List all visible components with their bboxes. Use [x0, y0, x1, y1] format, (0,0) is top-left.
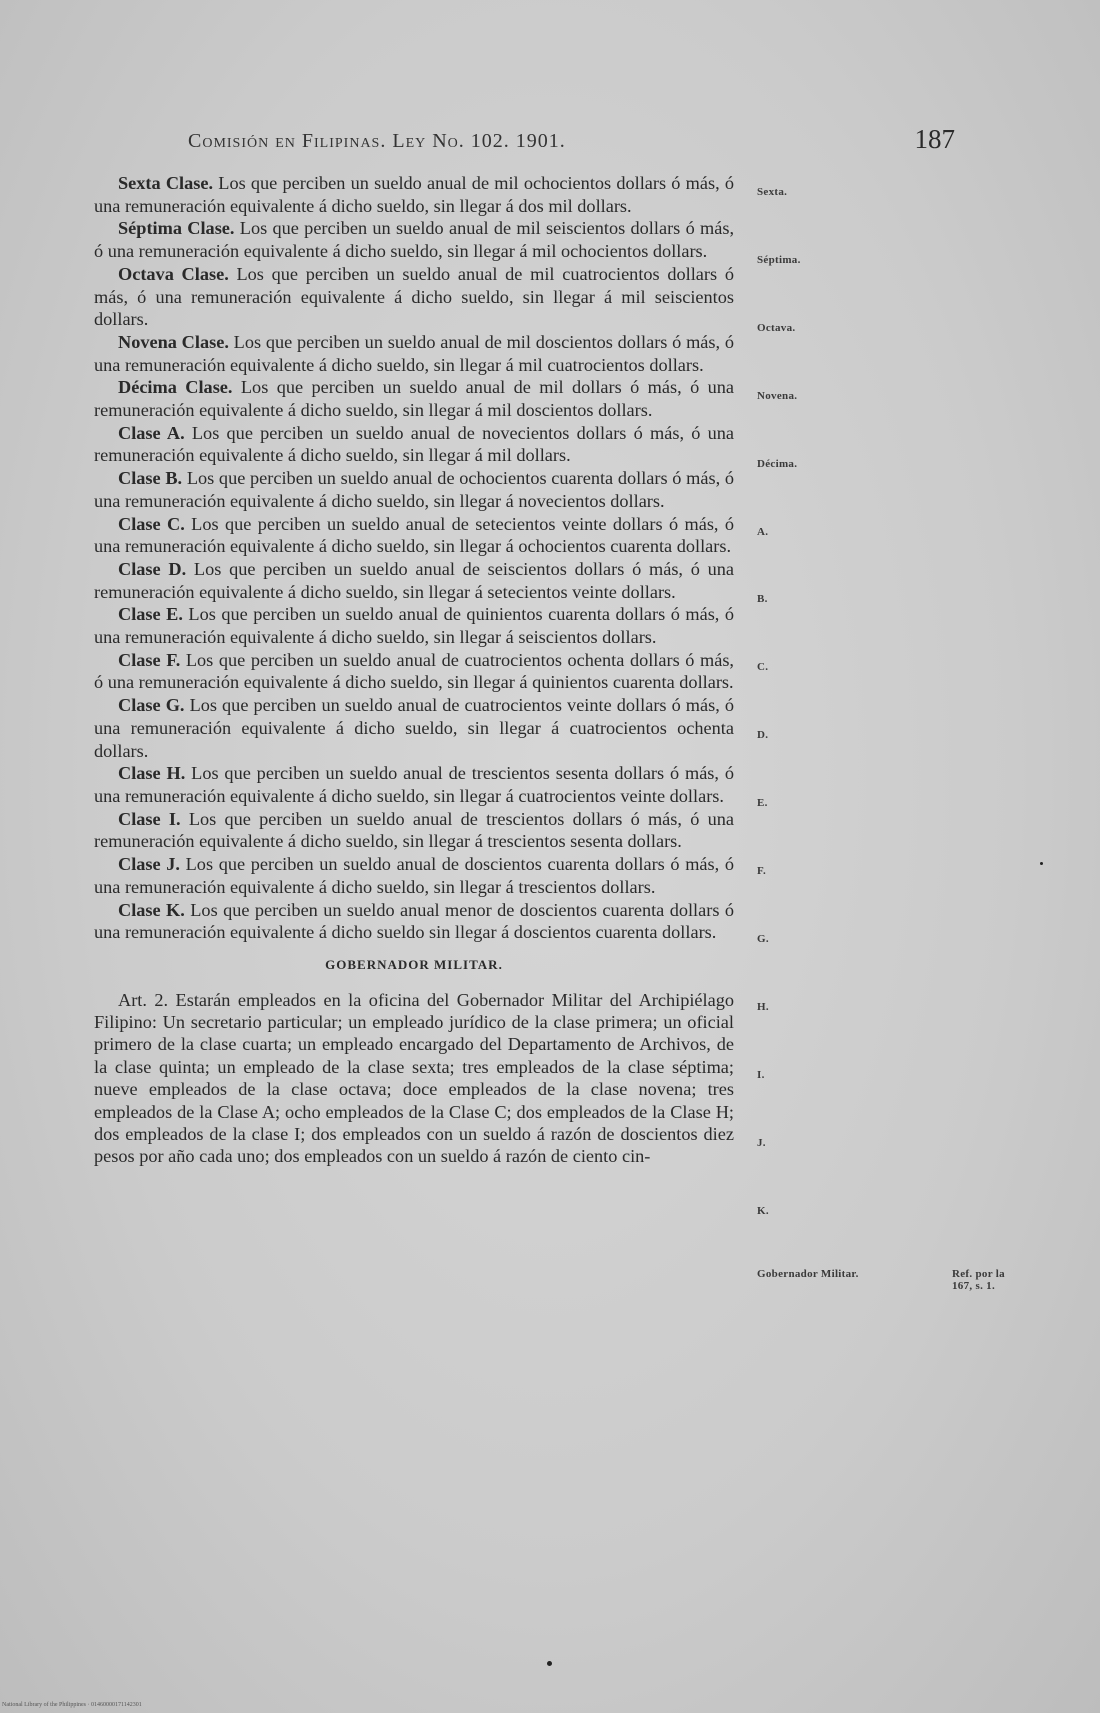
margin-note-reference: Ref. por la 167, s. 1. — [952, 1268, 1005, 1292]
body-column — [94, 172, 734, 1168]
class-paragraph — [94, 263, 734, 331]
margin-note: Séptima. — [757, 253, 801, 266]
class-paragraph — [94, 513, 734, 558]
class-title: Clase B. — [118, 468, 183, 489]
margin-note: E. — [757, 797, 768, 810]
scan-credit: National Library of the Philippines · 01460000171142301 — [2, 1702, 142, 1708]
class-description: Los que perciben un sueldo anual de seiscientos dollars ó más, ó una remuneración equivalente á dicho sueldo, sin llegar á setecientos veinte dollars. — [94, 558, 735, 602]
class-paragraph — [94, 762, 734, 807]
section-heading: GOBERNADOR MILITAR. — [325, 956, 503, 972]
class-paragraph — [94, 376, 734, 421]
ink-dot — [1040, 862, 1043, 865]
page-header — [180, 124, 1020, 170]
class-description: Los que perciben un sueldo anual de cuatrocientos veinte dollars ó más, ó una remuneración equivalente á dicho sueldo, sin llegar á cuatrocientos ochenta dollars. — [94, 695, 734, 761]
class-description: Los que perciben un sueldo anual de quinientos cuarenta dollars ó más, ó una remuneración equivalente á dicho sueldo, sin llegar á seiscientos dollars. — [94, 604, 735, 648]
class-paragraph — [94, 467, 734, 512]
margin-note: A. — [757, 525, 769, 538]
article-paragraph: Art. 2. Estarán empleados en la oficina del Gobernador Militar del Archipiélago Filipino: Un secretario particular; un empleado jurídico de la clase primera; un oficial primero de la clase cuarta; un empleado encargado del Departamento de Archivos, de la clase quinta; un empleado de la clase sexta; tres empleados de la clase séptima; nueve empleados de la clase octava; doce empleados de la clase novena; tres empleados de la Clase A; ocho empleados de la Clase C; dos empleados de la Clase H; dos empleados de la clase I; dos empleados con un sueldo á razón de doscientos diez pesos por año cada uno; dos empleados con un sueldo á razón de ciento cin- — [94, 989, 734, 1167]
class-title: Clase H. — [118, 763, 186, 784]
class-description: Los que perciben un sueldo anual de mil ochocientos dollars ó más, ó una remuneración equivalente á dicho sueldo, sin llegar á dos mil dollars. — [94, 173, 734, 216]
margin-note: B. — [757, 593, 768, 606]
class-description: Los que perciben un sueldo anual de novecientos dollars ó más, ó una remuneración equivalente á dicho sueldo, sin llegar á mil dollars. — [94, 422, 735, 466]
margin-note: J. — [757, 1136, 766, 1149]
page-number: 187 — [914, 124, 955, 154]
class-title: Clase C. — [118, 513, 185, 534]
class-paragraph — [94, 603, 734, 648]
class-title: Octava Clase. — [118, 263, 229, 284]
class-description: Los que perciben un sueldo anual de setecientos veinte dollars ó más, ó una remuneración equivalente á dicho sueldo, sin llegar á ochocientos cuarenta dollars. — [94, 513, 734, 557]
margin-note: C. — [757, 661, 769, 674]
class-paragraph — [94, 331, 734, 376]
margin-note: G. — [757, 932, 769, 945]
class-paragraph — [94, 853, 734, 898]
ink-dot — [547, 1661, 552, 1666]
class-description: Los que perciben un sueldo anual de mil dollars ó más, ó una remuneración equivalente á dicho sueldo, sin llegar á mil doscientos dollars. — [94, 377, 734, 421]
margin-note: I. — [757, 1068, 765, 1081]
class-title: Clase D. — [118, 558, 187, 579]
class-title: Novena Clase. — [118, 331, 229, 352]
class-description: Los que perciben un sueldo anual de doscientos cuarenta dollars ó más, ó una remuneración equivalente á dicho sueldo, sin llegar á trescientos dollars. — [94, 854, 734, 897]
margin-note: Novena. — [757, 389, 798, 402]
class-title: Clase I. — [118, 808, 181, 829]
class-description: Los que perciben un sueldo anual de cuatrocientos ochenta dollars ó más, ó una remuneración equivalente á dicho sueldo, sin llegar á quinientos cuarenta dollars. — [94, 649, 735, 693]
class-description: Los que perciben un sueldo anual menor de doscientos cuarenta dollars ó una remuneración equivalente á dicho sueldo sin llegar á doscientos cuarenta dollars. — [94, 899, 734, 943]
margin-note: D. — [757, 729, 769, 742]
class-paragraph — [94, 558, 734, 603]
margin-note: H. — [757, 1000, 769, 1013]
class-paragraph — [94, 422, 734, 467]
margin-note-gobernador — [757, 1268, 1005, 1292]
class-description: Los que perciben un sueldo anual de mil cuatrocientos dollars ó más, ó una remuneración equivalente á dicho sueldo, sin llegar á mil seiscientos dollars. — [94, 263, 734, 330]
margin-note: Octava. — [757, 321, 796, 334]
class-title: Clase K. — [118, 899, 185, 920]
class-paragraph — [94, 217, 734, 262]
class-list — [94, 172, 734, 944]
class-description: Los que perciben un sueldo anual de mil seiscientos dollars ó más, ó una remuneración equivalente á dicho sueldo, sin llegar á mil ochocientos dollars. — [94, 218, 735, 262]
class-description: Los que perciben un sueldo anual de ochocientos cuarenta dollars ó más, ó una remuneración equivalente á dicho sueldo, sin llegar á novecientos dollars. — [94, 468, 734, 511]
class-description: Los que perciben un sueldo anual de trescientos sesenta dollars ó más, ó una remuneración equivalente á dicho sueldo, sin llegar á cuatrocientos veinte dollars. — [94, 763, 734, 806]
running-head: Comisión en Filipinas. Ley No. 102. 1901. — [188, 130, 566, 152]
class-title: Décima Clase. — [118, 377, 233, 398]
margin-note: K. — [757, 1204, 769, 1217]
class-title: Séptima Clase. — [118, 218, 235, 239]
class-paragraph — [94, 899, 734, 944]
margin-note: F. — [757, 865, 767, 877]
class-paragraph — [94, 808, 734, 853]
class-title: Clase G. — [118, 695, 185, 716]
class-paragraph — [94, 649, 734, 694]
class-title: Clase F. — [118, 649, 181, 670]
margin-note: Sexta. — [757, 186, 788, 198]
margin-note-label: Gobernador Militar. — [757, 1268, 859, 1280]
class-title: Clase A. — [118, 422, 185, 443]
class-description: Los que perciben un sueldo anual de mil doscientos dollars ó más, ó una remuneración equivalente á dicho sueldo, sin llegar á mil cuatrocientos dollars. — [94, 331, 734, 375]
class-title: Sexta Clase. — [118, 173, 214, 193]
class-title: Clase J. — [118, 854, 180, 875]
class-description: Los que perciben un sueldo anual de trescientos dollars ó más, ó una remuneración equivalente á dicho sueldo, sin llegar á trescientos sesenta dollars. — [94, 808, 735, 852]
class-paragraph — [94, 694, 734, 762]
class-paragraph — [94, 172, 734, 217]
margin-note: Décima. — [757, 457, 798, 470]
class-title: Clase E. — [118, 604, 183, 625]
